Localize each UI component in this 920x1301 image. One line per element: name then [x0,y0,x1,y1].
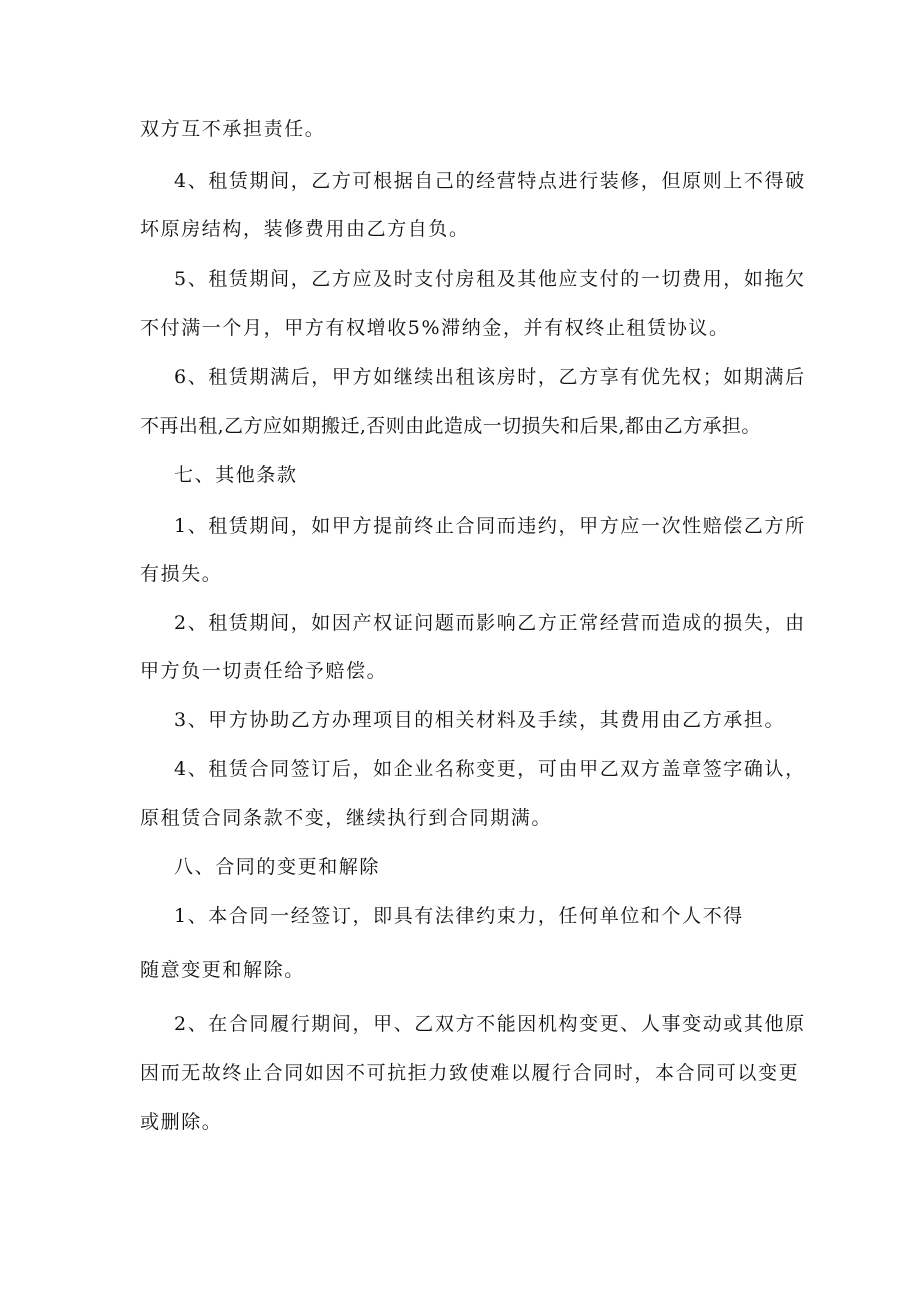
text-line: 甲方负一切责任给予赔偿。 [140,660,388,682]
text-line: 1、本合同一经签订，即具有法律约束力，任何单位和个人不得 [174,905,744,927]
text-line: 4、租赁期间，乙方可根据自己的经营特点进行装修，但原则上不得破 [174,170,806,192]
text-line: 因而无故终止合同如因不可抗拒力致使难以履行合同时，本合同可以变更 [140,1062,800,1084]
text-line: 2、租赁期间，如因产权证问题而影响乙方正常经营而造成的损失，由 [174,612,806,634]
text-line: 原租赁合同条款不变，继续执行到合同期满。 [140,807,553,829]
text-line: 坏原房结构，装修费用由乙方自负。 [140,218,470,240]
text-line: 或删除。 [140,1111,223,1133]
text-line: 不付满一个月，甲方有权增收5%滞纳金，并有权终止租赁协议。 [140,317,730,339]
text-line: 有损失。 [140,563,223,585]
text-line: 5、租赁期间，乙方应及时支付房租及其他应支付的一切费用，如拖欠 [174,268,806,290]
text-line: 2、在合同履行期间，甲、乙双方不能因机构变更、人事变动或其他原 [174,1013,806,1035]
section-heading: 八、合同的变更和解除 [174,856,381,878]
text-line: 6、租赁期满后，甲方如继续出租该房时，乙方享有优先权；如期满后 [174,366,806,388]
section-heading: 七、其他条款 [174,464,298,486]
text-line: 4、租赁合同签订后，如企业名称变更，可由甲乙双方盖章签字确认， [174,758,806,780]
text-line: 随意变更和解除。 [140,959,305,981]
text-line: 双方互不承担责任。 [140,118,326,140]
text-line: 3、甲方协助乙方办理项目的相关材料及手续，其费用由乙方承担。 [174,709,786,731]
text-line: 1、租赁期间，如甲方提前终止合同而违约，甲方应一次性赔偿乙方所 [174,515,806,537]
text-line: 不再出租,乙方应如期搬迁,否则由此造成一切损失和后果,都由乙方承担。 [140,415,761,437]
